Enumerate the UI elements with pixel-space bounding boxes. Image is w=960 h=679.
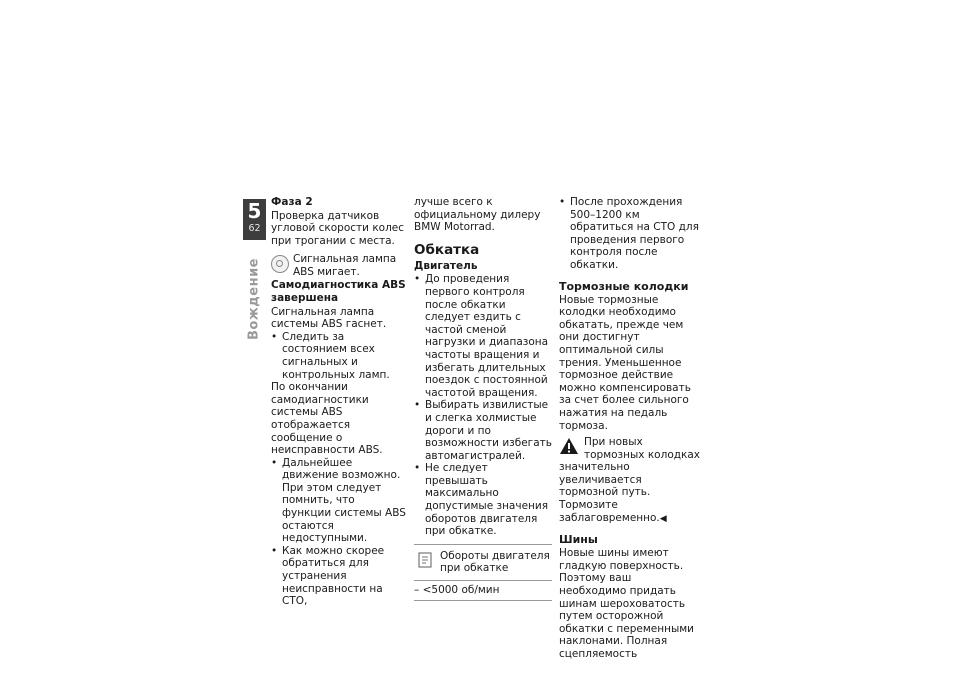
- fault-list: [271, 457, 407, 608]
- phase-2-text: Проверка датчиков угловой скорости колес при трогании с места.: [271, 209, 405, 247]
- bullet-further-driving: • Дальнейшее движение возможно. При этом следует помнить, что функции системы ABS остаются недоступными.: [271, 457, 407, 545]
- abs-lamp-blink-text: Сигнальная лампа ABS мигает.: [293, 253, 397, 278]
- bullet-monitor-lamps: • Следить за состоянием всех сигнальных и контрольных ламп.: [271, 331, 407, 381]
- rpm-spec-header: [414, 545, 552, 581]
- engine-specs-icon: [418, 551, 432, 569]
- engine-list: [414, 273, 552, 537]
- section-title-breakin: Обкатка: [414, 241, 480, 258]
- tires-title: Шины: [559, 533, 598, 547]
- brake-warning-text: При новых тормозных колодках значительно увеличивается тормозной путь. Тормозите заблаговременно.: [559, 436, 700, 524]
- chapter-number: 5: [247, 199, 262, 223]
- monitor-list: [271, 331, 407, 381]
- page-number: 62: [248, 223, 261, 234]
- brake-pads-text: Новые тормозные колодки необходимо обкатать, прежде чем они достигнут оптимальной силы трения. Уменьшенное тормозное действие можно компенсировать за счет более сильного нажатия на педаль тормоза.: [559, 293, 691, 432]
- diag-done-text: Сигнальная лампа системы ABS гаснет.: [271, 305, 387, 331]
- after-diag-text: По окончании самодиагностики системы ABS отображается сообщение о неисправности ABS.: [271, 381, 383, 457]
- abs-warning-lamp-icon: [271, 255, 289, 273]
- bullet-max-rpm: • Не следует превышать максимально допустимые значения оборотов двигателя при обкатке.: [414, 462, 552, 538]
- abs-lamp-note: [271, 253, 407, 279]
- bullet-contact-service: • Как можно скорее обратиться для устранения неисправности на СТО,: [271, 545, 407, 608]
- warning-triangle-icon: [559, 437, 579, 455]
- rpm-spec-label: Обороты двигателя при обкатке: [440, 549, 550, 575]
- rpm-spec-box: [414, 544, 552, 601]
- brake-pads-title: Тормозные колодки: [559, 279, 689, 293]
- chapter-side-label: Вождение: [246, 258, 262, 340]
- bullet-first-inspection: • После прохождения 500–1200 км обратиться на СТО для проведения первого контроля после обкатки.: [559, 196, 700, 272]
- column-1: [271, 196, 407, 608]
- phase-2-title: Фаза 2: [271, 196, 313, 208]
- dealer-continuation: лучше всего к официальному дилеру BMW Motorrad.: [414, 196, 541, 234]
- bullet-winding-roads: • Выбирать извилистые и слегка холмистые дороги и по возможности избегать автомагистралей.: [414, 399, 552, 462]
- brake-warning: [559, 436, 700, 525]
- chapter-tab: [243, 199, 266, 240]
- bullet-vary-load: • До проведения первого контроля после обкатки следует ездить с частой сменой нагрузки и диапазона частоты вращения и избегать длительных поездок с постоянной частотой вращения.: [414, 273, 552, 399]
- service-list: [559, 196, 700, 272]
- tires-text: Новые шины имеют гладкую поверхность. Поэтому ваш необходимо придать шинам шероховатость путем осторожной обкатки с переменными наклонами. Полная сцепляемость: [559, 547, 695, 660]
- column-3: [559, 196, 700, 661]
- engine-title: Двигатель: [414, 259, 478, 272]
- diag-done-title: Самодиагностика ABS завершена: [271, 279, 406, 304]
- column-2: [414, 196, 552, 601]
- rpm-spec-value: – <5000 об/мин: [414, 584, 500, 597]
- end-of-section-icon: ◀: [659, 513, 667, 524]
